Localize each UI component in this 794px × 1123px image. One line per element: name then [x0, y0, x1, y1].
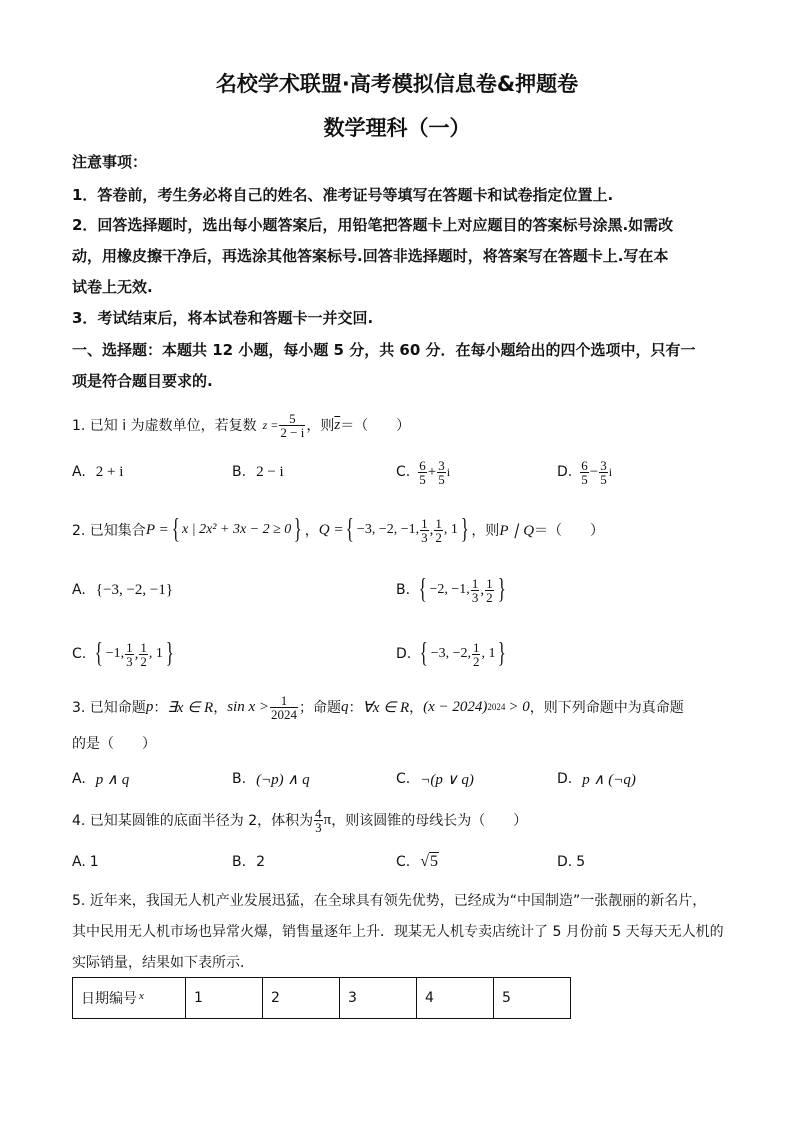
q3-option-d[interactable]	[557, 766, 636, 792]
q1-z-label: z =	[262, 417, 279, 432]
q1-d-i: i	[608, 464, 613, 479]
table-cell: 3	[340, 978, 417, 1019]
q4-option-c-value: 5	[430, 853, 439, 870]
q4-option-d-value: 5	[576, 854, 586, 870]
q5-line-1: 5. 近年来，我国无人机产业发展迅猛，在全球具有领先优势，已经成为“中国制造”一张靓丽的新名片，	[72, 893, 707, 909]
q4-option-c-label: C.	[396, 854, 411, 870]
question-3	[72, 686, 684, 728]
q3-option-a-value: p ∧ q	[95, 771, 130, 788]
q3-option-c-label: C.	[396, 771, 411, 787]
section-heading-line-2: 项是符合题目要求的.	[72, 372, 213, 390]
q1-d-op: −	[589, 463, 599, 480]
question-2: 2. 已知集合 P = { x | 2x² + 3x − 2 ≥ 0 } ， Q = { −3, −2, −1, $\frac{1}{3}$ , $\frac{1}{2}$ , 1 } ，则 P ∣ Q ＝（ ）	[72, 514, 605, 545]
q1-c-op: +	[427, 463, 437, 480]
q1-option-b-value: 2 − i	[256, 463, 284, 480]
q1-z-fraction	[279, 412, 305, 439]
q2-c-den-2: 2	[140, 653, 147, 669]
q2-option-a[interactable]	[72, 576, 173, 604]
q1-d-den-1: 5	[581, 471, 588, 487]
q4-option-b-value: 2	[256, 854, 265, 870]
exam-title: 名校学术联盟·高考模拟信息卷&押题卷	[215, 72, 579, 96]
table-header-label: 日期编号	[81, 991, 137, 1007]
q4-frac-num: 4	[315, 805, 322, 821]
q2-suffix-pre: ，则	[471, 523, 500, 539]
q3-semi: ；命题	[298, 700, 341, 716]
notes-item-2-line-3: 试卷上无效.	[72, 278, 153, 296]
q2-p-inner: x | 2x² + 3x − 2 ≥ 0	[182, 522, 292, 537]
q3-fraction	[270, 694, 298, 721]
q3-frac-num: 1	[270, 694, 298, 708]
q4-option-b-label: B.	[232, 854, 247, 870]
table-header-var: x	[139, 990, 144, 1002]
q5-data-table	[72, 977, 571, 1019]
table-header-cell	[73, 978, 186, 1019]
table-cell: 2	[263, 978, 340, 1019]
q4-option-b[interactable]	[232, 849, 265, 875]
q4-suffix: ，则该圆锥的母线长为（ ）	[331, 813, 528, 829]
q1-option-a-value: 2 + i	[95, 463, 124, 480]
q2-suffix: ＝（ ）	[534, 523, 605, 539]
q2-d-frac-1	[472, 641, 481, 668]
q3-option-b-label: B.	[232, 771, 247, 787]
q3-q-expr-3: > 0	[508, 698, 530, 715]
q1-option-c-frac-2	[437, 459, 446, 486]
q2-b-frac-1	[471, 577, 480, 604]
table-cell: 4	[417, 978, 494, 1019]
q3-p-expr-1: ∃x ∈ R	[167, 699, 214, 716]
q4-fraction	[314, 807, 323, 834]
q1-option-d-label: D.	[557, 464, 573, 480]
q1-c-den-2: 5	[438, 471, 445, 487]
q2-d-close-brace: }	[498, 638, 507, 669]
q2-b-den-1: 3	[471, 589, 479, 605]
q2-f2-den: 2	[435, 529, 442, 545]
q1-option-d-frac-1	[580, 459, 589, 486]
q2-q-label: Q =	[318, 521, 344, 538]
q3-option-a-label: A.	[72, 771, 86, 787]
q3-option-b[interactable]	[232, 766, 310, 792]
q2-option-c[interactable]: C. { −1, $\frac{1}{3}$ , $\frac{1}{2}$ , 1 }	[72, 638, 174, 669]
q2-f1-den: 3	[421, 529, 428, 545]
q2-c-open-brace: {	[94, 638, 103, 669]
q1-zbar: $\overline{z}$	[334, 416, 341, 433]
q2-p-label: P =	[145, 521, 169, 538]
q4-option-c[interactable]	[396, 849, 439, 875]
q1-c-num-2: 3	[438, 457, 445, 473]
q3-q-expr-2: (x − 2024)	[423, 698, 488, 715]
q2-d-head: −3, −2,	[430, 646, 471, 661]
q1-option-d[interactable]	[557, 450, 612, 494]
q2-p-close-brace: }	[293, 514, 303, 545]
q2-b-frac-2	[485, 577, 494, 604]
q2-d-num-1: 1	[472, 639, 480, 655]
table-cell: 1	[186, 978, 263, 1019]
q2-option-a-value: {−3, −2, −1}	[95, 581, 174, 598]
q3-comma-2: ，	[409, 700, 424, 716]
q3-option-d-label: D.	[557, 771, 573, 787]
q4-option-d-label: D.	[557, 854, 573, 870]
q1-c-den-1: 5	[419, 471, 426, 487]
q2-b-den-2: 2	[486, 589, 493, 605]
q2-b-num-1: 1	[471, 575, 479, 591]
q2-q-frac-1	[420, 517, 429, 544]
q1-option-b-label: B.	[232, 464, 247, 480]
section-heading-line-1: 一、选择题：本题共 12 小题，每小题 5 分，共 60 分．在每小题给出的四个选项中，只有一	[72, 341, 696, 359]
notes-item-3: 3．考试结束后，将本试卷和答题卡一并交回.	[72, 309, 374, 327]
q2-d-den-1: 2	[472, 653, 480, 669]
q1-suffix: ＝（ ）	[340, 418, 411, 434]
q2-d-tail: , 1	[481, 646, 496, 661]
q4-option-c-sqrt: √5	[420, 853, 439, 870]
q2-c-head: −1,	[105, 646, 125, 661]
q1-option-c[interactable]	[396, 450, 450, 494]
q1-c-num-1: 6	[419, 457, 426, 473]
q3-option-d-value: p ∧ (¬q)	[582, 771, 636, 788]
q3-q: q	[340, 698, 349, 715]
q2-b-num-2: 1	[486, 575, 493, 591]
table-row	[73, 978, 571, 1019]
q2-option-c-label: C.	[72, 646, 87, 662]
q1-d-num-1: 6	[581, 457, 588, 473]
q3-frac-den: 2024	[270, 706, 297, 722]
q5-line-2: 其中民用无人机市场也异常火爆，销售量逐年上升．现某无人机专卖店统计了 5 月份前 5 天每天无人机的	[72, 924, 724, 940]
table-cell: 5	[494, 978, 571, 1019]
q2-expr: P ∣ Q	[499, 522, 535, 539]
q1-option-c-label: C.	[396, 464, 411, 480]
q1-option-a-label: A.	[72, 464, 86, 480]
question-1	[72, 402, 410, 448]
q3-q-colon: ：	[348, 700, 363, 716]
q2-q-head: −3, −2, −1,	[356, 522, 420, 537]
notes-item-2-line-2: 动，用橡皮擦干净后，再选涂其他答案标号.回答非选择题时，将答案写在答题卡上.写在本	[72, 247, 669, 265]
q1-z-numerator: 5	[279, 412, 305, 426]
exam-subtitle: 数学理科（一）	[323, 116, 471, 140]
notes-item-2-line-1: 2．回答选择题时，选出每小题答案后，用铅笔把答题卡上对应题目的答案标号涂黑.如需改	[72, 216, 674, 234]
q3-option-c[interactable]	[396, 766, 474, 792]
q1-z-denominator: 2 − i	[280, 424, 305, 440]
q2-q-close-brace: }	[460, 514, 469, 545]
q3-option-a[interactable]	[72, 766, 129, 792]
q2-p-open-brace: {	[171, 514, 180, 545]
q1-option-d-frac-2	[599, 459, 608, 486]
q1-mid: ，则	[306, 418, 335, 434]
q3-line-2: 的是（ ）	[72, 736, 156, 752]
q4-option-a-value: 1	[89, 854, 99, 870]
q1-option-c-frac-1	[418, 459, 427, 486]
notes-item-1: 1．答卷前，考生务必将自己的姓名、准考证号等填写在答题卡和试卷指定位置上.	[72, 186, 614, 204]
q3-prefix: 3. 已知命题	[72, 700, 146, 716]
q2-q-frac-2	[434, 517, 443, 544]
q2-q-tail: , 1	[443, 522, 458, 537]
q3-exponent: 2024	[487, 702, 506, 712]
q2-option-b[interactable]: B. { −2, −1, $\frac{1}{3}$ , $\frac{1}{2}$ }	[396, 574, 506, 605]
q3-comma-1: ，	[213, 700, 228, 716]
q2-c-den-1: 3	[126, 653, 133, 669]
q4-option-d[interactable]	[557, 849, 585, 875]
q2-option-d[interactable]	[396, 632, 509, 676]
q4-option-a-label: A.	[72, 854, 86, 870]
q1-c-i: i	[446, 464, 451, 479]
q4-pi: π	[323, 811, 332, 828]
q1-option-a[interactable]	[72, 458, 123, 486]
q3-q-expr-1: ∀x ∈ R	[362, 699, 410, 716]
q3-p-colon: ：	[153, 700, 168, 716]
q2-option-a-label: A.	[72, 582, 86, 598]
q4-frac-den: 3	[315, 819, 322, 835]
q2-prefix: 2. 已知集合	[72, 523, 146, 539]
q1-prefix: 1. 已知 i 为虚数单位，若复数	[72, 418, 257, 434]
q3-option-c-value: ¬(p ∨ q)	[420, 771, 474, 788]
q3-option-b-value: (¬p) ∧ q	[256, 771, 310, 788]
q2-c-num-2: 1	[140, 639, 147, 655]
q2-q-open-brace: {	[346, 514, 355, 545]
q2-c-num-1: 1	[126, 639, 133, 655]
q2-d-open-brace: {	[419, 638, 428, 669]
q3-suffix: ，则下列命题中为真命题	[529, 700, 684, 716]
notes-heading: 注意事项：	[72, 153, 148, 171]
q4-prefix: 4. 已知某圆锥的底面半径为 2，体积为	[72, 813, 314, 829]
q3-p-expr-2: sin x >	[227, 698, 269, 715]
q2-sep: ，	[304, 523, 319, 539]
q2-option-d-label: D.	[396, 646, 412, 662]
q2-f1-num: 1	[421, 515, 428, 531]
q2-b-close-brace: }	[497, 574, 506, 605]
q4-option-a[interactable]	[72, 849, 99, 875]
q1-d-num-2: 3	[600, 457, 607, 473]
q5-line-3: 实际销量，结果如下表所示．	[72, 955, 254, 971]
q2-f2-num: 1	[435, 515, 442, 531]
q3-p: p	[145, 698, 154, 715]
q2-c-tail: , 1	[148, 646, 163, 661]
q2-c-frac-1	[125, 641, 134, 668]
q2-b-head: −2, −1,	[429, 582, 470, 597]
question-4	[72, 798, 527, 842]
q1-option-b[interactable]	[232, 458, 284, 486]
q2-option-b-label: B.	[396, 582, 411, 598]
q2-b-open-brace: {	[418, 574, 427, 605]
q1-d-den-2: 5	[600, 471, 607, 487]
q2-c-frac-2	[139, 641, 148, 668]
q2-c-close-brace: }	[165, 638, 174, 669]
